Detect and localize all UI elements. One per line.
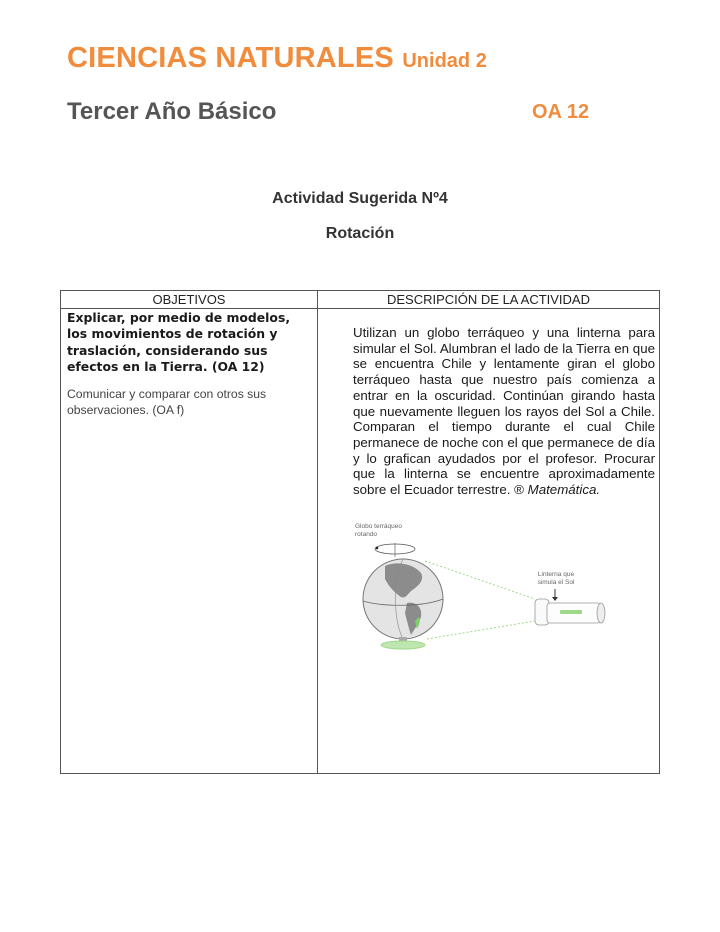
- flashlight-icon: [535, 599, 605, 625]
- table-header-row: [61, 291, 659, 309]
- unit-label: Unidad 2: [402, 50, 487, 72]
- description-text: Utilizan un globo terráqueo y una linterna para simular el Sol. Alumbran el lado de la Tierra en que se encuentra Chile y lentamente giran el globo terráqueo hasta que nuestro país comienza a entrar en la oscuridad. Continúan girando hasta que nuevamente lleguen los rayos del Sol a Chile. Comparan el tiempo durante el cual Chile permanece de noche con el que permanece de día y lo grafican ayudados por el profesor. Procurar que la linterna se encuentre aproximadamente sobre el Ecuador terrestre.: [353, 325, 655, 498]
- globe-flashlight-illustration: [355, 521, 615, 661]
- registered-symbol: ®: [514, 482, 524, 498]
- main-objective: Explicar, por medio de modelos, los movimientos de rotación y traslación, considerando sus efectos en la Tierra. (OA 12): [67, 310, 291, 375]
- activity-title: Actividad Sugerida Nº4: [272, 190, 448, 207]
- column-divider: [317, 291, 318, 773]
- column-header-description: DESCRIPCIÓN DE LA ACTIVIDAD: [387, 292, 590, 307]
- grade-label: Tercer Año Básico: [67, 98, 277, 125]
- globe-label: Globo terráqueo rotando: [355, 523, 402, 538]
- activity-topic: Rotación: [325, 225, 395, 242]
- activity-description: [353, 325, 655, 498]
- subject-title: CIENCIAS NATURALES: [67, 42, 394, 74]
- secondary-objective: Comunicar y comparar con otros sus observaciones. (OA f): [67, 387, 267, 417]
- activity-table: [60, 290, 660, 774]
- cross-subject-link: Matemática.: [527, 482, 601, 498]
- flashlight-label: Linterna que simula el Sol: [537, 571, 575, 586]
- document-title: [67, 42, 487, 75]
- column-header-objectives: OBJETIVOS: [152, 292, 226, 307]
- rotation-arrow-icon: [375, 543, 415, 557]
- globe-flashlight-drawing: [355, 521, 615, 661]
- objective-code: OA 12: [532, 101, 590, 123]
- globe-icon: [363, 559, 443, 649]
